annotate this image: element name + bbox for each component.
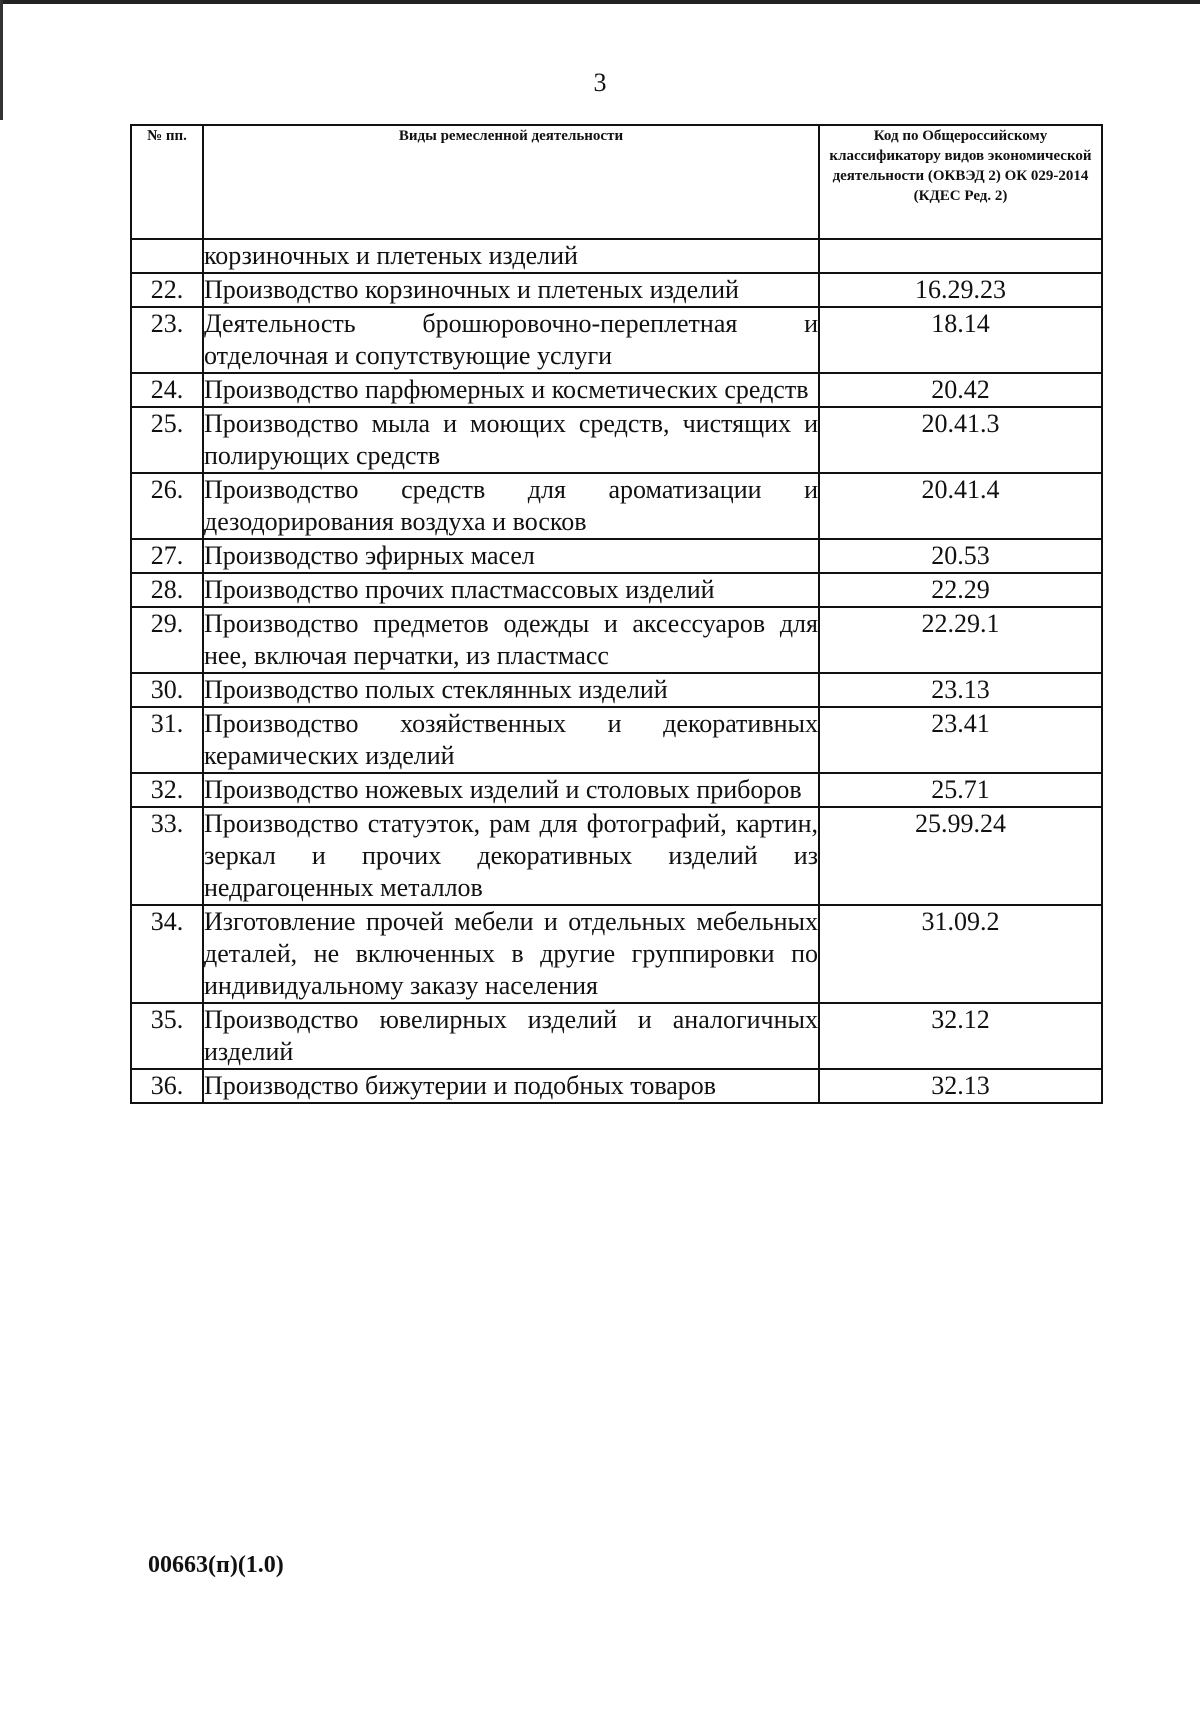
row-code: 32.13 (819, 1069, 1102, 1103)
row-code: 32.12 (819, 1003, 1102, 1069)
row-code: 25.71 (819, 773, 1102, 807)
row-number: 32. (131, 773, 203, 807)
row-number: 25. (131, 407, 203, 473)
table-row (131, 407, 1102, 473)
row-number: 31. (131, 707, 203, 773)
table-row (131, 807, 1102, 905)
table-row (131, 1069, 1102, 1103)
row-number: 30. (131, 673, 203, 707)
row-activity: Производство ювелирных изделий и аналогичных изделий (203, 1003, 819, 1069)
row-number: 27. (131, 539, 203, 573)
row-activity: Производство прочих пластмассовых изделий (203, 573, 819, 607)
document-code: 00663(п)(1.0) (148, 1552, 284, 1578)
row-number: 24. (131, 373, 203, 407)
row-activity: Производство эфирных масел (203, 539, 819, 573)
scan-edge-left (0, 0, 3, 120)
row-code: 22.29 (819, 573, 1102, 607)
page-number: 3 (593, 68, 607, 97)
row-activity: Производство парфюмерных и косметических средств (203, 373, 819, 407)
row-number: 22. (131, 273, 203, 307)
activity-table (130, 124, 1103, 1104)
row-code: 23.13 (819, 673, 1102, 707)
row-code: 20.41.3 (819, 407, 1102, 473)
row-number: 33. (131, 807, 203, 905)
row-number: 36. (131, 1069, 203, 1103)
row-number: 35. (131, 1003, 203, 1069)
table-row (131, 773, 1102, 807)
table-body (131, 239, 1102, 1103)
table-header-row (131, 125, 1102, 239)
table-row (131, 607, 1102, 673)
header-number: № пп. (131, 125, 203, 239)
row-code: 23.41 (819, 707, 1102, 773)
row-activity: корзиночных и плетеных изделий (203, 239, 819, 273)
table-row (131, 573, 1102, 607)
row-code (819, 239, 1102, 273)
table-row (131, 1003, 1102, 1069)
row-number: 28. (131, 573, 203, 607)
row-activity: Производство полых стеклянных изделий (203, 673, 819, 707)
row-code: 20.42 (819, 373, 1102, 407)
row-number (131, 239, 203, 273)
row-activity: Деятельность брошюровочно-переплетная и отделочная и сопутствующие услуги (203, 307, 819, 373)
row-number: 23. (131, 307, 203, 373)
row-code: 18.14 (819, 307, 1102, 373)
header-activity: Виды ремесленной деятельности (203, 125, 819, 239)
row-activity: Производство статуэток, рам для фотографий, картин, зеркал и прочих декоративных изделий из недрагоценных металлов (203, 807, 819, 905)
table-row (131, 239, 1102, 273)
row-code: 20.41.4 (819, 473, 1102, 539)
row-code: 20.53 (819, 539, 1102, 573)
row-activity: Производство мыла и моющих средств, чистящих и полирующих средств (203, 407, 819, 473)
table-row (131, 673, 1102, 707)
table-row (131, 273, 1102, 307)
row-activity: Производство корзиночных и плетеных изделий (203, 273, 819, 307)
scan-edge-top (0, 0, 1200, 4)
row-number: 34. (131, 905, 203, 1003)
row-activity: Производство бижутерии и подобных товаров (203, 1069, 819, 1103)
row-code: 25.99.24 (819, 807, 1102, 905)
row-code: 22.29.1 (819, 607, 1102, 673)
table-row (131, 473, 1102, 539)
row-code: 16.29.23 (819, 273, 1102, 307)
table-row (131, 307, 1102, 373)
row-activity: Производство ножевых изделий и столовых приборов (203, 773, 819, 807)
row-activity: Изготовление прочей мебели и отдельных мебельных деталей, не включенных в другие группировки по индивидуальному заказу населения (203, 905, 819, 1003)
table-row (131, 707, 1102, 773)
row-activity: Производство хозяйственных и декоративных керамических изделий (203, 707, 819, 773)
row-activity: Производство средств для ароматизации и дезодорирования воздуха и восков (203, 473, 819, 539)
row-number: 26. (131, 473, 203, 539)
header-okved-code: Код по Общероссийскому классификатору видов экономической деятельности (ОКВЭД 2) ОК 029-2014 (КДЕС Ред. 2) (819, 125, 1102, 239)
row-number: 29. (131, 607, 203, 673)
table-row (131, 539, 1102, 573)
row-activity: Производство предметов одежды и аксессуаров для нее, включая перчатки, из пластмасс (203, 607, 819, 673)
table-row (131, 905, 1102, 1003)
table-row (131, 373, 1102, 407)
row-code: 31.09.2 (819, 905, 1102, 1003)
